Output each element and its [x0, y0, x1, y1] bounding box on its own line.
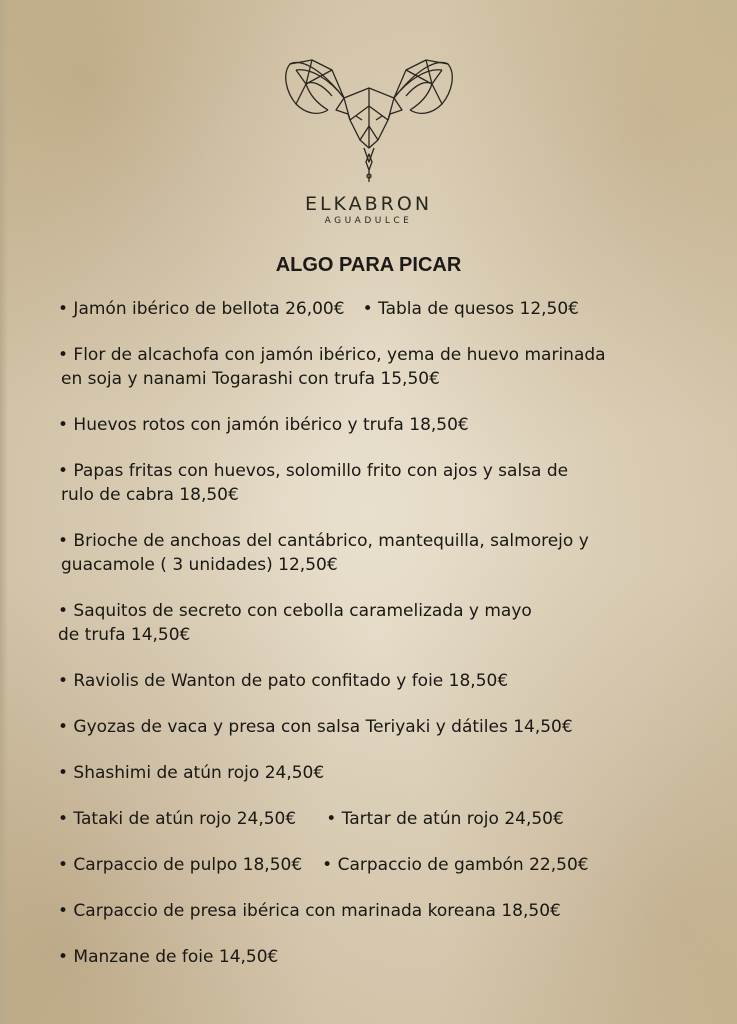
menu-item [58, 460, 718, 507]
menu-item-line: • Flor de alcachofa con jamón ibérico, yema de huevo marinada [58, 345, 606, 365]
menu-item [58, 298, 718, 322]
menu-item [58, 762, 718, 786]
menu-item [58, 344, 718, 391]
menu-item-line [58, 808, 718, 832]
menu-item [58, 716, 718, 740]
menu-item-line: guacamole ( 3 unidades) 12,50€ [61, 554, 338, 575]
menu-item-list [58, 298, 718, 992]
menu-item-line: de trufa 14,50€ [58, 624, 191, 645]
brand-name: ELKABRON [304, 193, 433, 215]
menu-item-text: • Tataki de atún rojo 24,50€ [58, 809, 297, 829]
menu-item [58, 670, 718, 694]
menu-item-line [58, 298, 718, 322]
menu-item-line: rulo de cabra 18,50€ [61, 484, 239, 505]
menu-item-text: • Jamón ibérico de bellota 26,00€ [58, 299, 345, 319]
menu-item-line [58, 854, 718, 878]
menu-item-line: • Papas fritas con huevos, solomillo frito con ajos y salsa de [58, 461, 569, 481]
menu-item [58, 530, 718, 577]
menu-item [58, 600, 718, 647]
section-title: ALGO PARA PICAR [275, 254, 462, 276]
brand-location: AGUADULCE [324, 216, 413, 226]
goat-head-logo-icon [282, 40, 456, 190]
menu-item-line: • Gyozas de vaca y presa con salsa Teriyaki y dátiles 14,50€ [58, 717, 573, 737]
menu-item-line: • Carpaccio de presa ibérica con marinada koreana 18,50€ [58, 901, 561, 921]
menu-item-line: • Saquitos de secreto con cebolla caramelizada y mayo [58, 601, 532, 621]
page-edge-shadow [0, 0, 8, 1024]
menu-item [58, 900, 718, 924]
menu-item [58, 414, 718, 438]
menu-item-line: • Shashimi de atún rojo 24,50€ [58, 763, 325, 783]
menu-item [58, 808, 718, 832]
menu-item-line: • Brioche de anchoas del cantábrico, mantequilla, salmorejo y [58, 531, 589, 551]
menu-item-line: • Huevos rotos con jamón ibérico y trufa 18,50€ [58, 415, 469, 435]
menu-item-line: • Manzane de foie 14,50€ [58, 947, 279, 967]
menu-item [58, 946, 718, 970]
menu-item-line: • Raviolis de Wanton de pato confitado y foie 18,50€ [58, 671, 509, 691]
menu-item-text: • Tabla de quesos 12,50€ [362, 299, 579, 319]
menu-item-text: • Tartar de atún rojo 24,50€ [326, 809, 564, 829]
menu-item-text: • Carpaccio de gambón 22,50€ [322, 855, 589, 875]
menu-item-text: • Carpaccio de pulpo 18,50€ [58, 855, 303, 875]
menu-item [58, 854, 718, 878]
menu-item-line: en soja y nanami Togarashi con trufa 15,50€ [61, 368, 440, 389]
